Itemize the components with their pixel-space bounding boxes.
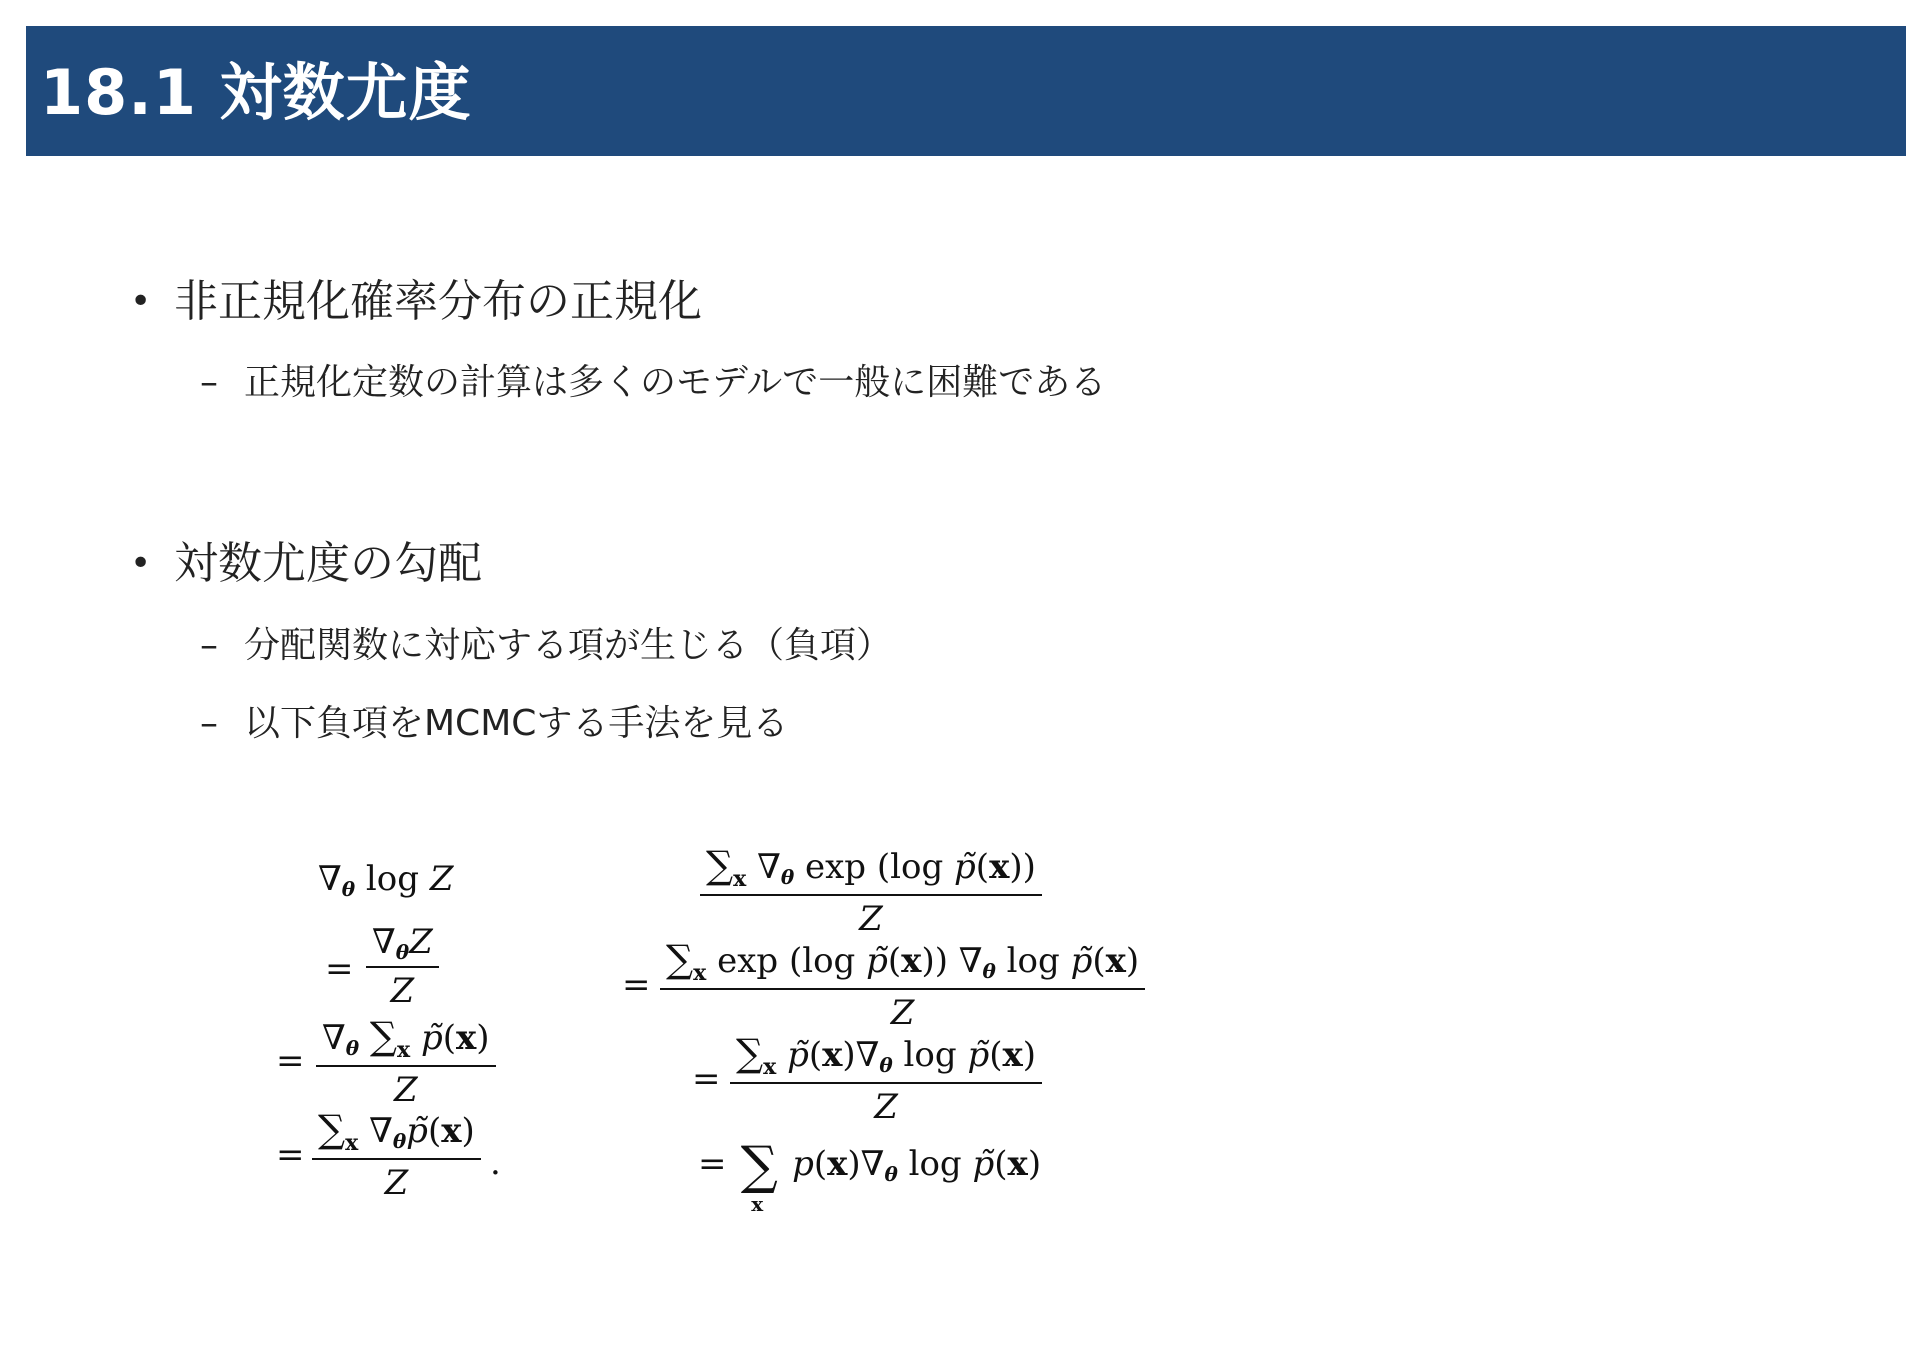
equals-sign: = — [276, 1135, 305, 1175]
slide-title: 18.1 対数尤度 — [40, 56, 472, 129]
sub-bullet-text: 正規化定数の計算は多くのモデルで一般に困難である — [244, 362, 1107, 403]
equals-sign: = — [692, 1059, 721, 1099]
equals-sign: = — [325, 949, 354, 989]
sub-bullet-text: 以下負項をMCMCする手法を見る — [244, 703, 789, 744]
eq-frac-sum-exp-grad-log: $\sum_x$ exp (log p̃(x)) ∇θ log p̃(x) Z — [660, 940, 1145, 1030]
sub-bullet-text: 分配関数に対応する項が生じる（負項） — [244, 625, 893, 666]
eq-expectation-sum: = ∑ x p(x)∇θ log p̃(x) — [698, 1136, 1042, 1216]
period: . — [490, 1143, 501, 1183]
dash-marker: – — [200, 362, 218, 403]
eq-frac-grad-z: ∇θZ Z — [366, 925, 439, 1008]
bullet-marker: • — [130, 543, 152, 584]
eq-grad-log-z: ∇θ log Z — [318, 859, 454, 901]
title-bar — [26, 26, 1906, 156]
bullet-text: 対数尤度の勾配 — [174, 538, 482, 589]
eq-frac-sum-p-grad-log: $\sum_x$ p̃(x)∇θ log p̃(x) Z — [730, 1034, 1042, 1124]
bullet-text: 非正規化確率分布の正規化 — [174, 276, 702, 327]
dash-marker: – — [200, 703, 218, 744]
eq-frac-sum-grad-exp: $\sum_x$ ∇θ exp (log p̃(x)) Z — [700, 846, 1042, 936]
eq-frac-grad-sum-p: ∇θ $\sum_x$ p̃(x) Z — [316, 1017, 496, 1107]
equals-sign: = — [276, 1041, 305, 1081]
bullet-marker: • — [130, 281, 152, 322]
eq-frac-sum-grad-p: $\sum_x$ ∇θp̃(x) Z — [312, 1110, 481, 1200]
dash-marker: – — [200, 625, 218, 666]
equals-sign: = — [622, 965, 651, 1005]
